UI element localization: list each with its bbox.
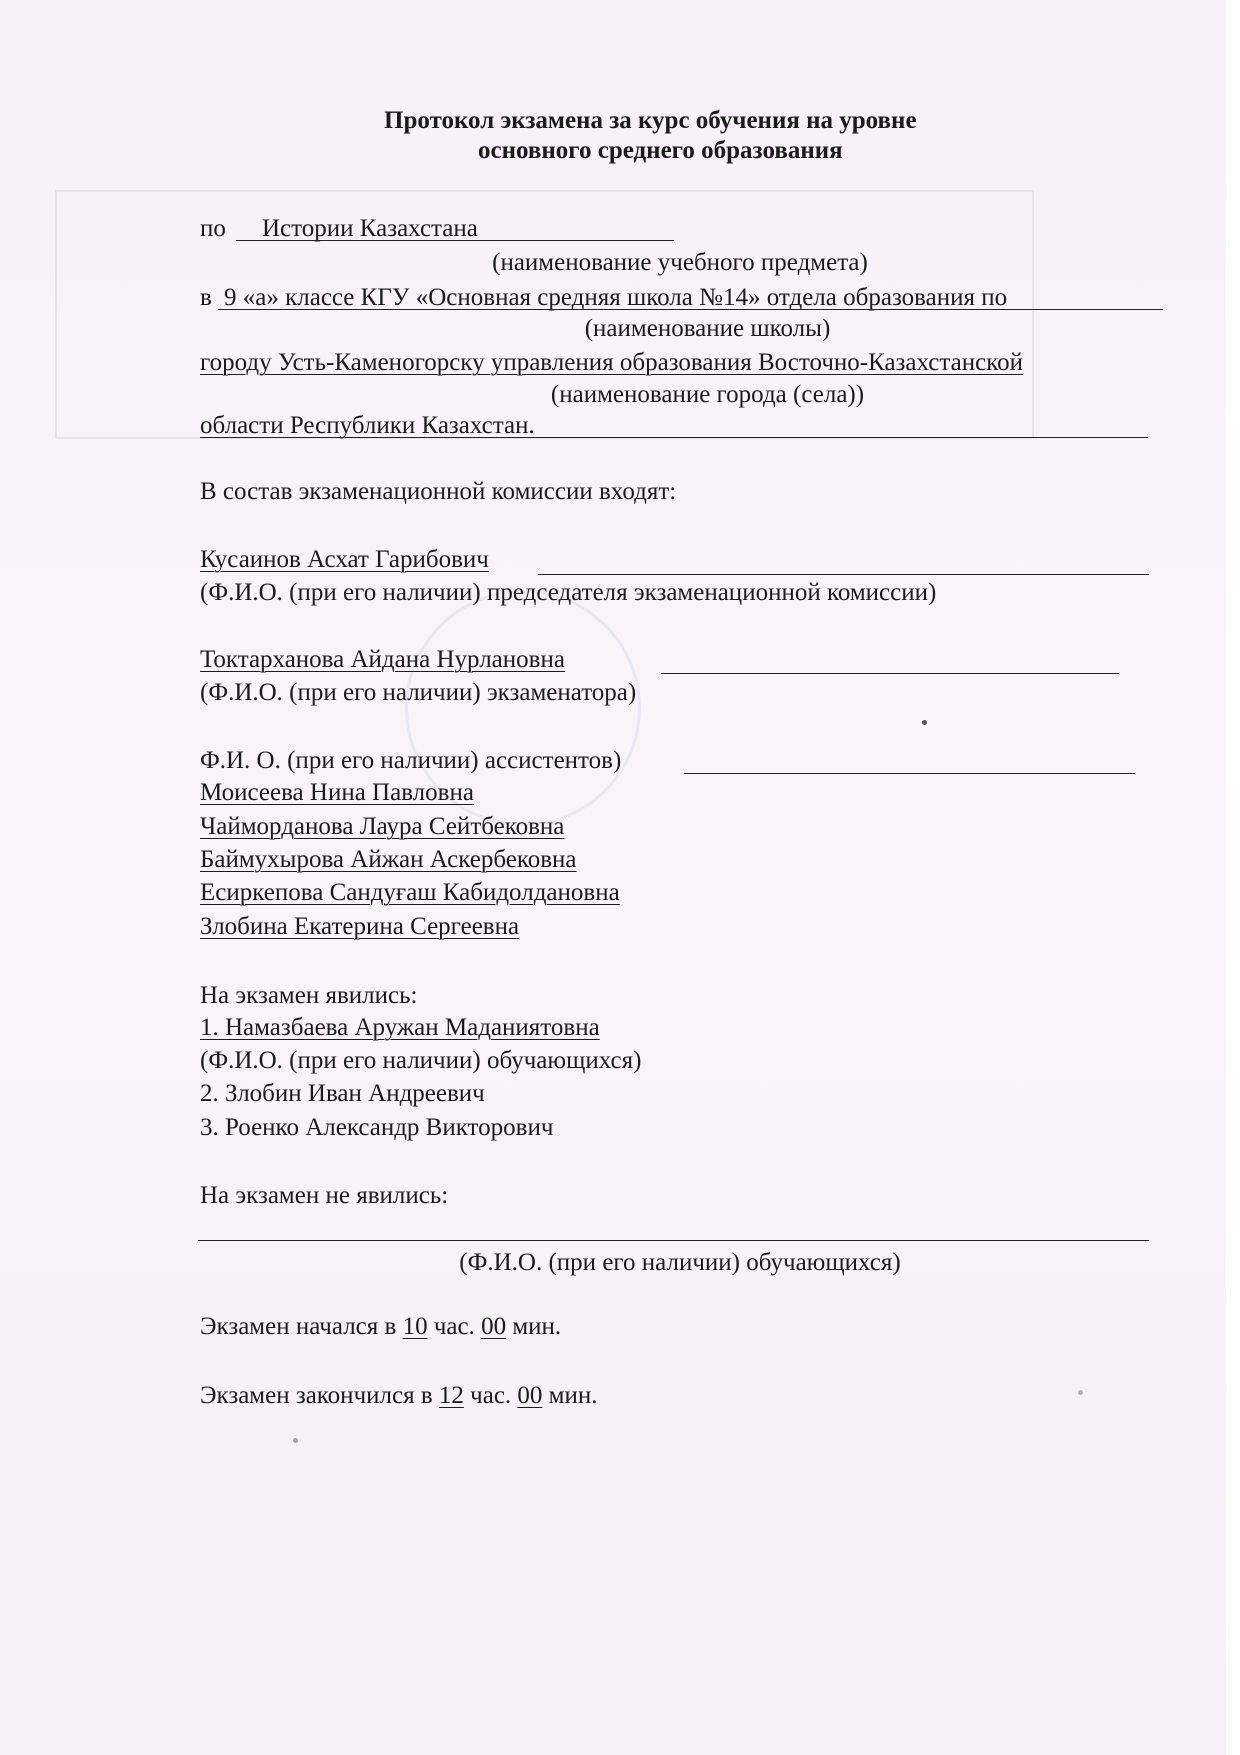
school-line-3: области Республики Казахстан.: [200, 412, 535, 439]
chairman-name: Кусаинов Асхат Гарибович: [200, 546, 489, 573]
school-line-2: городу Усть-Каменогорску управления образования Восточно-Казахстанской: [200, 349, 1023, 376]
subject-value: Истории Казахстана: [262, 215, 478, 242]
scan-speck: [293, 1438, 298, 1443]
assistant-5: Злобина Екатерина Сергеевна: [200, 913, 520, 940]
subject-prefix: по: [200, 215, 226, 242]
school-hint-2: (наименование города (села)): [550, 381, 865, 408]
school-hint-1: (наименование школы): [584, 315, 831, 342]
chairman-hint: (Ф.И.О. (при его наличии) председателя экзаменационной комиссии): [200, 579, 937, 606]
exam-end-text: Экзамен закончился в: [200, 1382, 439, 1409]
school-underline-1: [218, 309, 1163, 310]
present-student-3: 3. Роенко Александр Викторович: [200, 1114, 554, 1141]
exam-start: [200, 1312, 561, 1342]
scan-speck: [1078, 1390, 1083, 1395]
absent-heading: На экзамен не явились:: [200, 1182, 449, 1209]
school-underline-3: [200, 437, 1148, 438]
school-prefix: в: [200, 284, 212, 311]
assistant-2: Чайморданова Лаура Сейтбековна: [200, 813, 565, 840]
chairman-line: [538, 574, 1149, 575]
exam-start-hours: 10: [402, 1313, 428, 1340]
subject-hint: (наименование учебного предмета): [492, 249, 868, 276]
examiner-name: Токтарханова Айдана Нурлановна: [200, 646, 565, 673]
assistants-line: [684, 773, 1135, 774]
examiner-line: [661, 673, 1119, 674]
exam-end: [200, 1381, 598, 1411]
school-line-1: 9 «а» классе КГУ «Основная средняя школа №14» отдела образования по: [224, 284, 1008, 311]
exam-start-hours-unit: час.: [427, 1313, 482, 1340]
assistants-label: Ф.И. О. (при его наличии) ассистентов): [200, 747, 622, 774]
assistant-3: Баймухырова Айжан Аскербековна: [200, 846, 577, 873]
exam-start-minutes-unit: мин.: [506, 1313, 562, 1340]
scan-speck: [922, 720, 927, 725]
exam-end-minutes: 00: [517, 1382, 543, 1409]
exam-end-hours-unit: час.: [463, 1382, 518, 1409]
examiner-hint: (Ф.И.О. (при его наличии) экзаменатора): [200, 679, 637, 706]
assistant-1: Моисеева Нина Павловна: [200, 779, 474, 806]
present-hint: (Ф.И.О. (при его наличии) обучающихся): [200, 1047, 642, 1074]
exam-end-minutes-unit: мин.: [542, 1382, 598, 1409]
exam-start-minutes: 00: [481, 1313, 507, 1340]
present-heading: На экзамен явились:: [200, 982, 418, 1009]
title-line-1: Протокол экзамена за курс обучения на уровне: [384, 107, 917, 134]
present-student-1: 1. Намазбаева Аружан Маданиятовна: [200, 1014, 600, 1041]
absent-hint: (Ф.И.О. (при его наличии) обучающихся): [459, 1249, 901, 1276]
exam-start-text: Экзамен начался в: [200, 1313, 403, 1340]
page-edge: [1226, 0, 1240, 1755]
absent-line: [198, 1240, 1149, 1241]
exam-end-hours: 12: [438, 1382, 464, 1409]
assistant-4: Есиркепова Сандуғаш Кабидолдановна: [200, 879, 620, 906]
subject-underline: [236, 240, 674, 241]
commission-heading: В состав экзаменационной комиссии входят:: [200, 478, 677, 505]
present-student-2: 2. Злобин Иван Андреевич: [200, 1080, 485, 1107]
title-line-2: основного среднего образования: [478, 137, 843, 164]
